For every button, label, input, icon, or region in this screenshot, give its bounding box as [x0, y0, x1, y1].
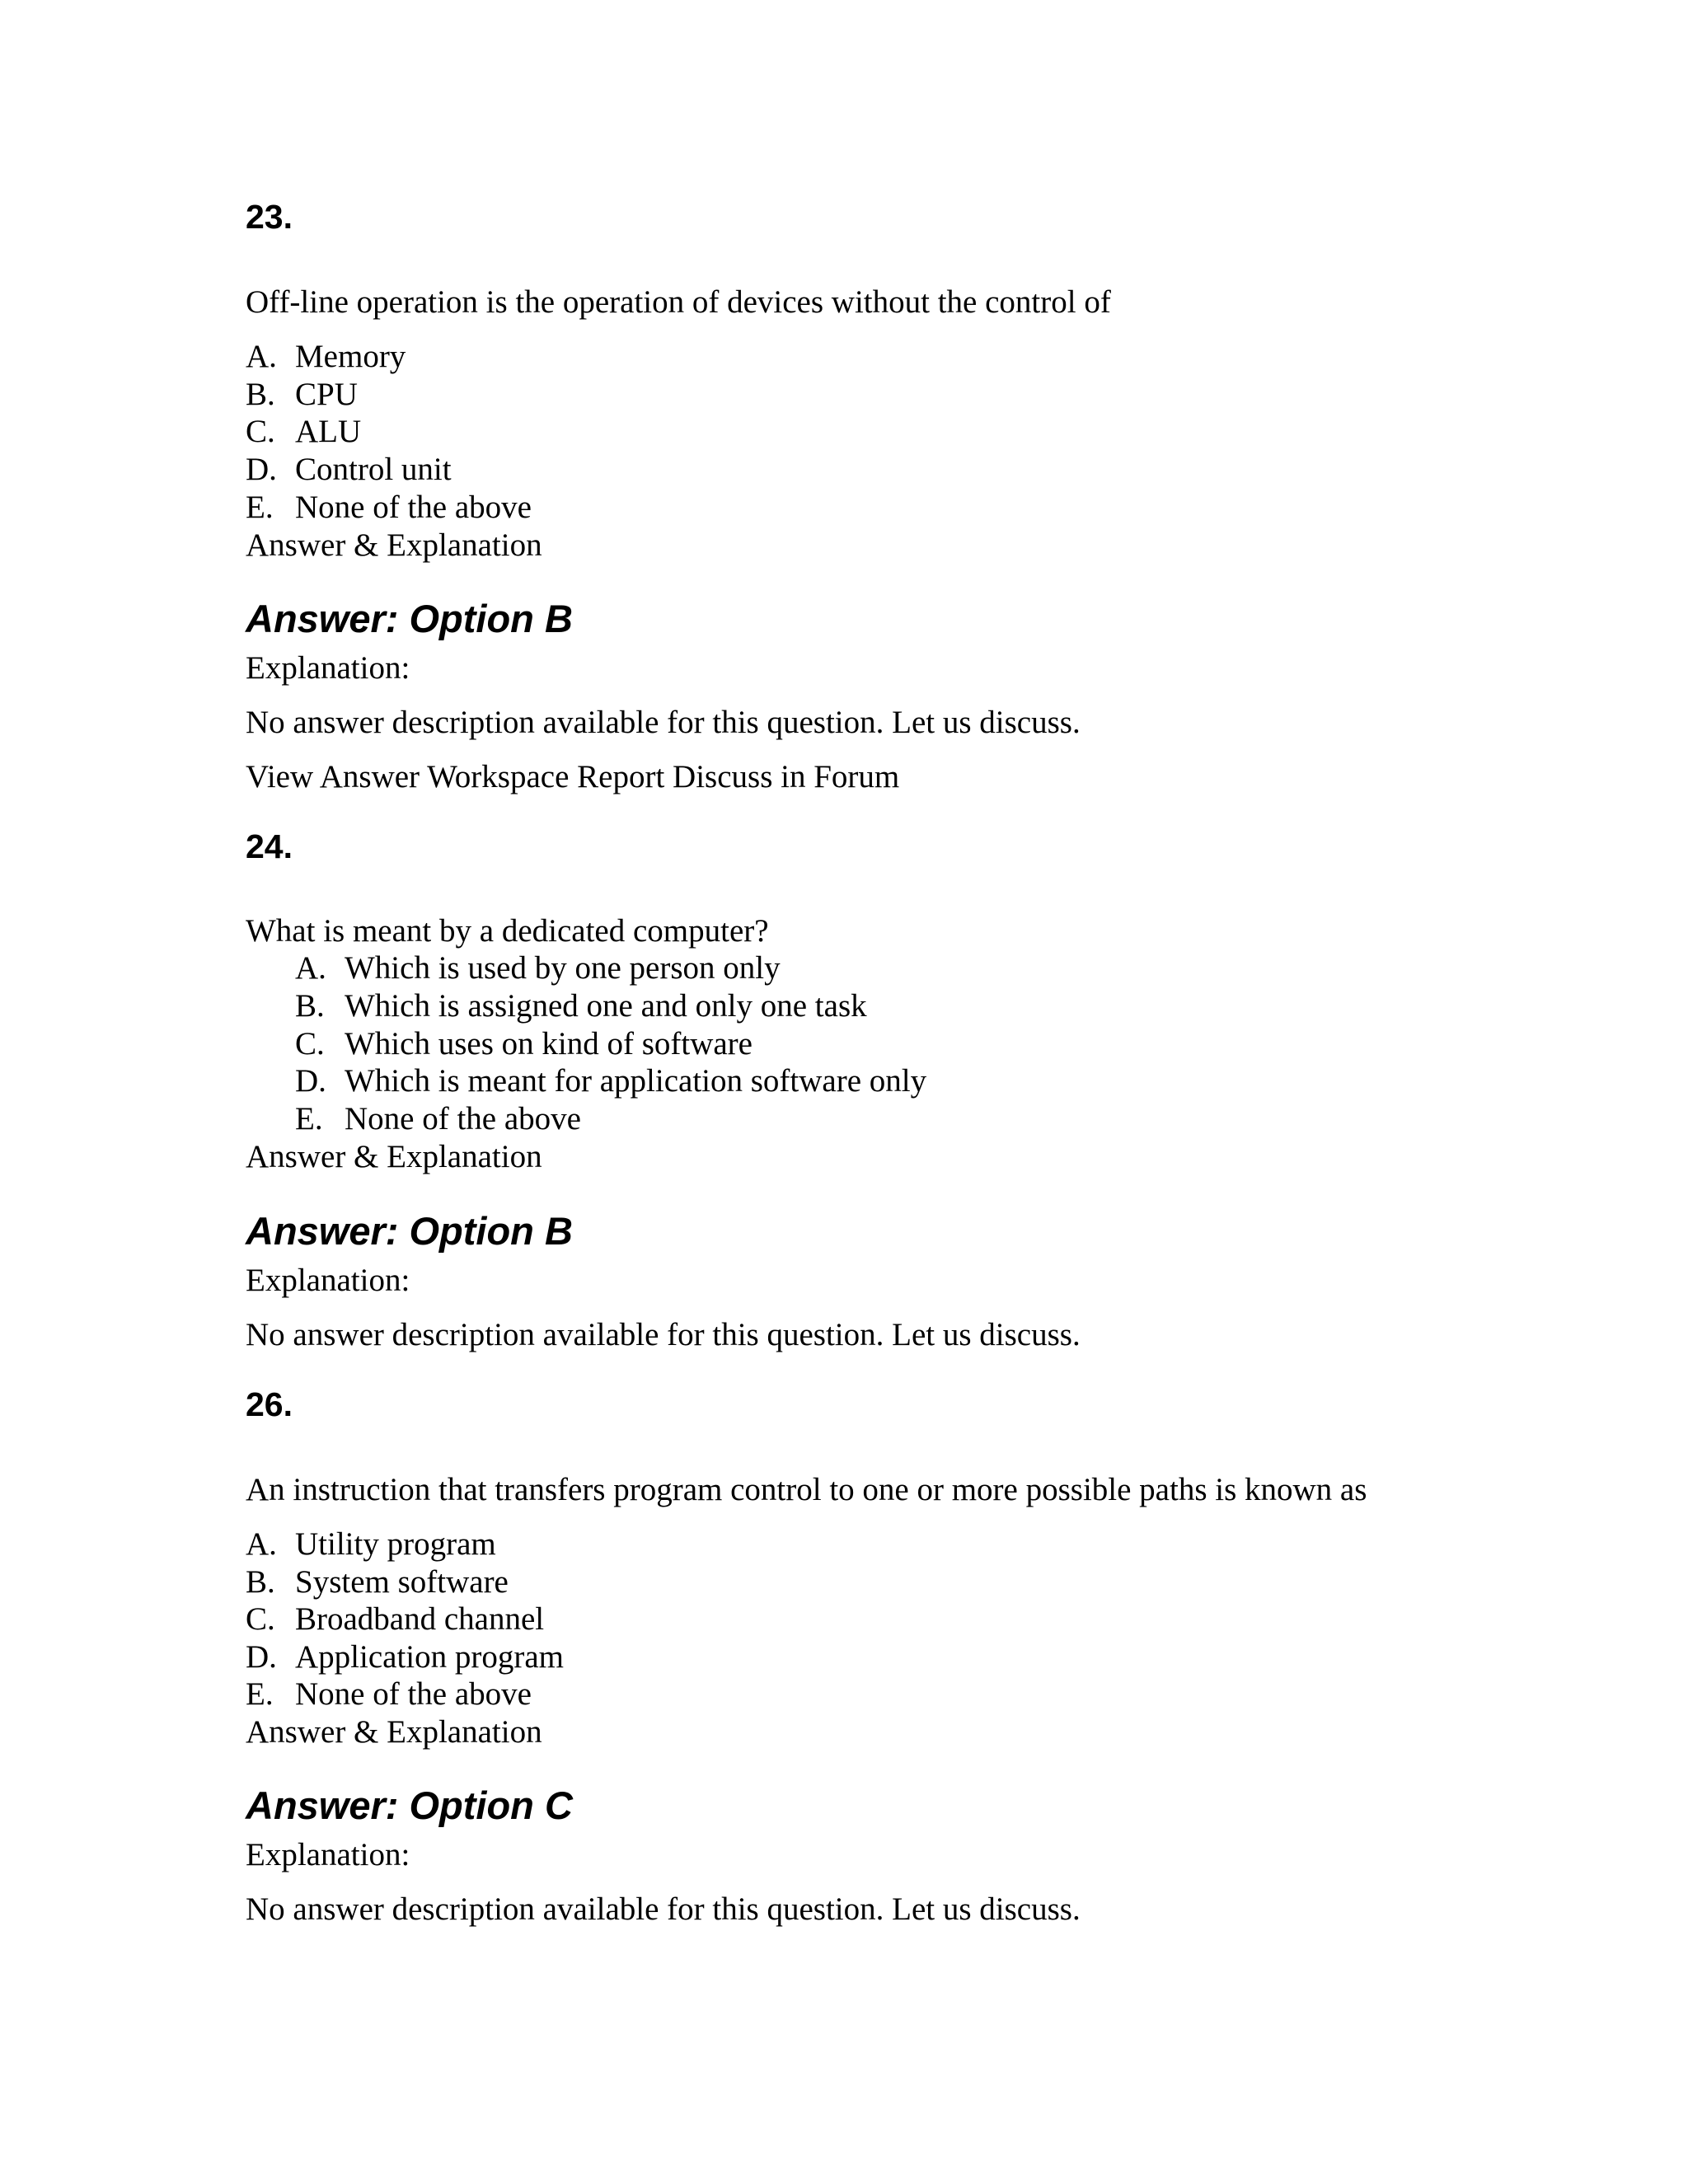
option-letter: B.	[246, 1564, 275, 1600]
option-letter: B.	[295, 988, 325, 1024]
question-number: 26.	[246, 1385, 293, 1423]
workspace-link[interactable]: Workspace	[427, 759, 570, 794]
option-d[interactable]	[246, 451, 1400, 489]
option-text: Application program	[295, 1639, 564, 1675]
option-a[interactable]	[295, 949, 1449, 987]
option-b[interactable]	[246, 1563, 1400, 1601]
option-letter: C.	[246, 414, 275, 449]
option-letter: C.	[246, 1601, 275, 1637]
option-a[interactable]	[246, 1526, 1400, 1563]
option-text: Which is assigned one and only one task	[345, 988, 867, 1024]
option-letter: B.	[246, 377, 275, 412]
explanation-label: Explanation:	[246, 1263, 410, 1298]
option-text: Control unit	[295, 452, 452, 487]
option-text: None of the above	[295, 1676, 532, 1712]
option-a[interactable]	[246, 338, 1400, 376]
question-text: An instruction that transfers program control to one or more possible paths is known as	[246, 1472, 1367, 1507]
answer-explanation-toggle[interactable]: Answer & Explanation	[246, 527, 542, 563]
option-d[interactable]	[295, 1062, 1449, 1100]
option-text: Which is meant for application software only	[345, 1063, 927, 1099]
option-text: Broadband channel	[295, 1601, 545, 1637]
discuss-in-forum-link[interactable]: Discuss in Forum	[673, 759, 900, 794]
view-answer-link[interactable]: View Answer	[246, 759, 420, 794]
answer-heading: Answer: Option B	[246, 597, 573, 640]
option-text: Which uses on kind of software	[345, 1026, 753, 1062]
report-link[interactable]: Report	[577, 759, 665, 794]
option-letter: D.	[246, 452, 277, 487]
option-text: CPU	[295, 377, 358, 412]
explanation-text: No answer description available for this question. Let us discuss.	[246, 1317, 1081, 1352]
option-text: Utility program	[295, 1526, 496, 1562]
option-letter: E.	[295, 1101, 323, 1137]
option-e[interactable]	[246, 489, 1400, 527]
explanation-label: Explanation:	[246, 1837, 410, 1872]
option-letter: C.	[295, 1026, 325, 1062]
answer-explanation-toggle[interactable]: Answer & Explanation	[246, 1714, 542, 1750]
option-text: Memory	[295, 339, 406, 374]
option-e[interactable]	[295, 1100, 1449, 1138]
question-links	[246, 758, 899, 796]
answer-heading: Answer: Option C	[246, 1783, 573, 1827]
option-letter: A.	[246, 339, 277, 374]
option-text: None of the above	[345, 1101, 581, 1137]
question-number: 24.	[246, 827, 293, 865]
answer-explanation-toggle[interactable]: Answer & Explanation	[246, 1139, 542, 1174]
answer-heading: Answer: Option B	[246, 1209, 573, 1253]
option-text: None of the above	[295, 490, 532, 525]
option-text: ALU	[295, 414, 362, 449]
option-text: System software	[295, 1564, 509, 1600]
explanation-text: No answer description available for this question. Let us discuss.	[246, 1891, 1081, 1927]
option-letter: A.	[246, 1526, 277, 1562]
option-e[interactable]	[246, 1675, 1400, 1713]
option-text: Which is used by one person only	[345, 950, 781, 986]
option-b[interactable]	[295, 987, 1449, 1025]
option-letter: E.	[246, 1676, 274, 1712]
explanation-label: Explanation:	[246, 650, 410, 686]
option-c[interactable]	[246, 1601, 1400, 1638]
option-letter: D.	[295, 1063, 326, 1099]
option-c[interactable]	[246, 413, 1400, 451]
option-d[interactable]	[246, 1638, 1400, 1676]
option-b[interactable]	[246, 376, 1400, 414]
option-letter: E.	[246, 490, 274, 525]
option-letter: D.	[246, 1639, 277, 1675]
question-number: 23.	[246, 198, 293, 236]
explanation-text: No answer description available for this question. Let us discuss.	[246, 705, 1081, 740]
option-letter: A.	[295, 950, 326, 986]
question-text: Off-line operation is the operation of devices without the control of	[246, 284, 1111, 320]
question-text: What is meant by a dedicated computer?	[246, 913, 769, 949]
option-c[interactable]	[295, 1025, 1449, 1063]
